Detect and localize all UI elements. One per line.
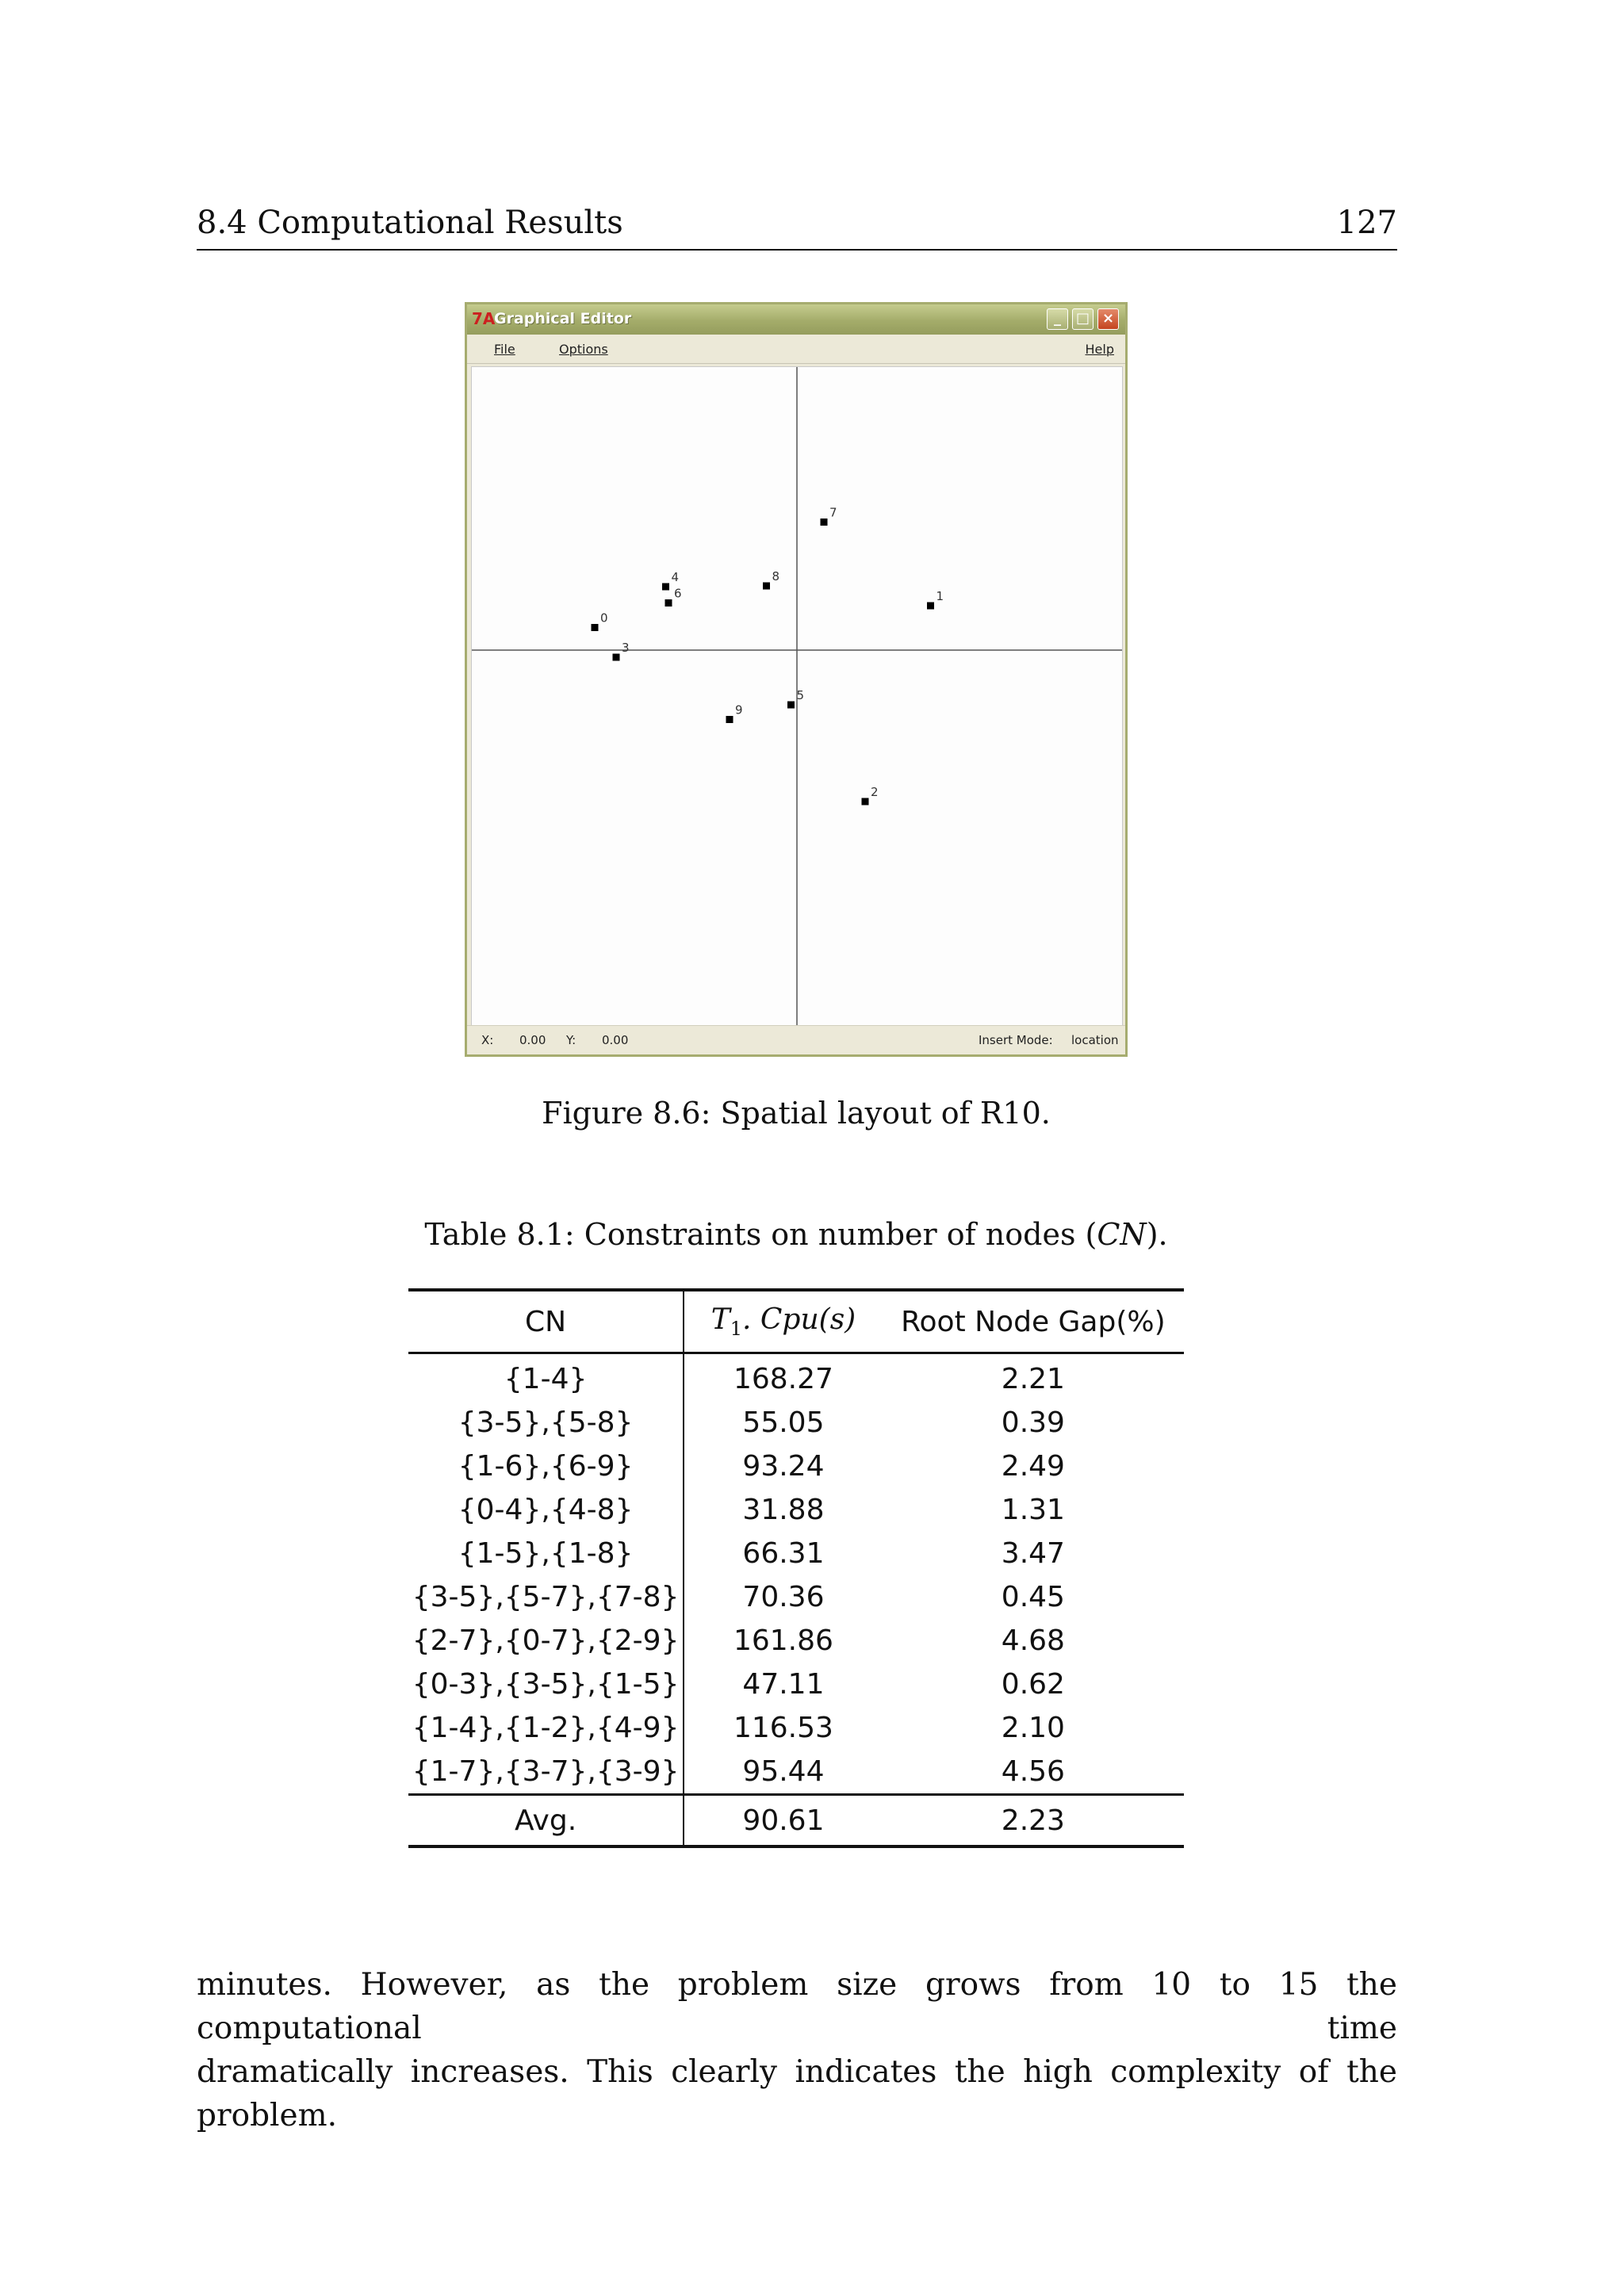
table-row bbox=[408, 1488, 1184, 1532]
header-cpu-rest: . Cpu(s) bbox=[741, 1303, 856, 1336]
node-8[interactable] bbox=[763, 569, 779, 590]
node-label: 5 bbox=[796, 688, 805, 702]
status-bar bbox=[467, 1025, 1125, 1054]
node-label: 0 bbox=[600, 610, 608, 626]
table-caption bbox=[0, 1217, 1592, 1252]
node-label: 1 bbox=[936, 589, 944, 603]
avg-gap: 2.23 bbox=[883, 1795, 1184, 1847]
cell-cpu: 161.86 bbox=[733, 1624, 833, 1657]
cell-gap: 2.21 bbox=[1001, 1363, 1065, 1395]
cell-gap: 0.45 bbox=[1001, 1581, 1065, 1613]
node-label: 9 bbox=[735, 702, 743, 718]
node-5[interactable] bbox=[787, 688, 804, 709]
section-title: 8.4 Computational Results bbox=[197, 205, 623, 241]
cell-cpu: 66.31 bbox=[742, 1537, 825, 1570]
header-cpu-t: T bbox=[710, 1303, 730, 1336]
node-marker bbox=[613, 654, 620, 661]
insert-mode-label: Insert Mode: bbox=[979, 1033, 1053, 1047]
window-title: Graphical Editor bbox=[494, 310, 632, 327]
minimize-icon: _ bbox=[1054, 310, 1061, 327]
table-row bbox=[408, 1619, 1184, 1663]
y-value: 0.00 bbox=[602, 1033, 629, 1047]
cell-gap: 4.56 bbox=[1001, 1755, 1065, 1788]
cell-cpu: 95.44 bbox=[742, 1755, 825, 1788]
cell-cn: {1-4} bbox=[408, 1353, 684, 1402]
y-label: Y: bbox=[566, 1033, 576, 1047]
cell-cpu: 116.53 bbox=[733, 1712, 833, 1744]
table-header-row bbox=[408, 1290, 1184, 1353]
cell-cn: {2-7},{0-7},{2-9} bbox=[408, 1619, 684, 1663]
node-layout-plot bbox=[472, 367, 1122, 1027]
node-label: 8 bbox=[772, 569, 780, 584]
node-marker bbox=[787, 702, 795, 709]
cell-cn: {3-5},{5-7},{7-8} bbox=[408, 1575, 684, 1619]
node-marker bbox=[665, 599, 672, 607]
cell-gap: 4.68 bbox=[1001, 1624, 1065, 1657]
header-gap: Root Node Gap(%) bbox=[883, 1290, 1184, 1353]
avg-cpu: 90.61 bbox=[684, 1795, 883, 1847]
node-label: 6 bbox=[674, 586, 682, 601]
table-row bbox=[408, 1663, 1184, 1706]
minimize-button[interactable] bbox=[1047, 308, 1068, 330]
node-marker bbox=[862, 798, 869, 806]
table-footer-row bbox=[408, 1795, 1184, 1847]
node-marker bbox=[927, 603, 934, 610]
node-marker bbox=[592, 624, 599, 631]
paragraph-line-1: minutes. However, as the problem size grows from 10 to 15 the computational time bbox=[197, 1967, 1397, 2046]
cell-cn: {1-6},{6-9} bbox=[408, 1445, 684, 1488]
cell-cpu: 47.11 bbox=[742, 1668, 825, 1701]
cell-gap: 0.62 bbox=[1001, 1668, 1065, 1701]
paragraph-line-2: dramatically increases. This clearly indicates the high complexity of the problem. bbox=[197, 2054, 1397, 2133]
node-marker bbox=[726, 716, 733, 723]
menu-options[interactable]: Options bbox=[559, 342, 608, 357]
window-titlebar[interactable] bbox=[467, 304, 1125, 335]
cell-cpu: 55.05 bbox=[742, 1406, 825, 1439]
node-0[interactable] bbox=[592, 611, 608, 632]
menu-bar bbox=[467, 335, 1125, 364]
menu-help[interactable]: Help bbox=[1085, 342, 1114, 357]
cell-gap: 2.10 bbox=[1001, 1712, 1065, 1744]
node-9[interactable] bbox=[726, 703, 743, 724]
table-body bbox=[408, 1353, 1184, 1795]
cell-gap: 3.47 bbox=[1001, 1537, 1065, 1570]
node-label: 3 bbox=[622, 641, 630, 655]
maximize-icon: □ bbox=[1075, 310, 1090, 327]
header-cpu-sub: 1 bbox=[730, 1318, 742, 1341]
table-row bbox=[408, 1532, 1184, 1575]
cell-cn: {1-5},{1-8} bbox=[408, 1532, 684, 1575]
menu-file[interactable]: File bbox=[494, 342, 515, 357]
table-row bbox=[408, 1445, 1184, 1488]
cell-gap: 2.49 bbox=[1001, 1450, 1065, 1483]
node-1[interactable] bbox=[927, 589, 944, 610]
node-2[interactable] bbox=[862, 785, 879, 806]
body-paragraph bbox=[197, 1963, 1397, 2137]
cell-gap: 1.31 bbox=[1001, 1494, 1065, 1526]
app-icon: 7A bbox=[472, 309, 496, 328]
figure-caption: Figure 8.6: Spatial layout of R10. bbox=[542, 1096, 1051, 1131]
node-7[interactable] bbox=[821, 506, 837, 526]
node-marker bbox=[763, 583, 770, 590]
table-row bbox=[408, 1401, 1184, 1445]
table-caption-text: Table 8.1: Constraints on number of nodes (CN). bbox=[424, 1217, 1168, 1252]
table-row bbox=[408, 1353, 1184, 1402]
cell-cpu: 31.88 bbox=[742, 1494, 825, 1526]
avg-label: Avg. bbox=[408, 1795, 684, 1847]
x-label: X: bbox=[481, 1033, 494, 1047]
graphical-editor-window bbox=[465, 302, 1128, 1057]
cell-cn: {1-4},{1-2},{4-9} bbox=[408, 1706, 684, 1750]
maximize-button[interactable] bbox=[1072, 308, 1094, 330]
cell-cpu: 70.36 bbox=[742, 1581, 825, 1613]
running-header bbox=[197, 205, 1397, 251]
table-row bbox=[408, 1750, 1184, 1795]
cell-cpu: 93.24 bbox=[742, 1450, 825, 1483]
node-marker bbox=[821, 519, 828, 526]
cell-cpu: 168.27 bbox=[733, 1363, 833, 1395]
x-value: 0.00 bbox=[519, 1033, 546, 1047]
node-marker bbox=[662, 584, 669, 591]
insert-mode-value: location bbox=[1071, 1033, 1119, 1047]
close-icon: × bbox=[1101, 310, 1115, 327]
cell-cn: {3-5},{5-8} bbox=[408, 1401, 684, 1445]
cell-cn: {0-3},{3-5},{1-5} bbox=[408, 1663, 684, 1706]
close-button[interactable] bbox=[1097, 308, 1119, 330]
header-cn: CN bbox=[408, 1290, 684, 1353]
page-number: 127 bbox=[1336, 205, 1397, 241]
table-row bbox=[408, 1575, 1184, 1619]
node-label: 7 bbox=[829, 505, 837, 520]
node-label: 2 bbox=[871, 785, 879, 799]
drawing-canvas[interactable] bbox=[471, 366, 1123, 1027]
table-row bbox=[408, 1706, 1184, 1750]
cell-cn: {0-4},{4-8} bbox=[408, 1488, 684, 1532]
cell-gap: 0.39 bbox=[1001, 1406, 1065, 1439]
node-label: 4 bbox=[671, 570, 680, 584]
constraints-table bbox=[408, 1288, 1184, 1848]
cell-cn: {1-7},{3-7},{3-9} bbox=[408, 1750, 684, 1795]
header-cpu bbox=[684, 1290, 883, 1353]
